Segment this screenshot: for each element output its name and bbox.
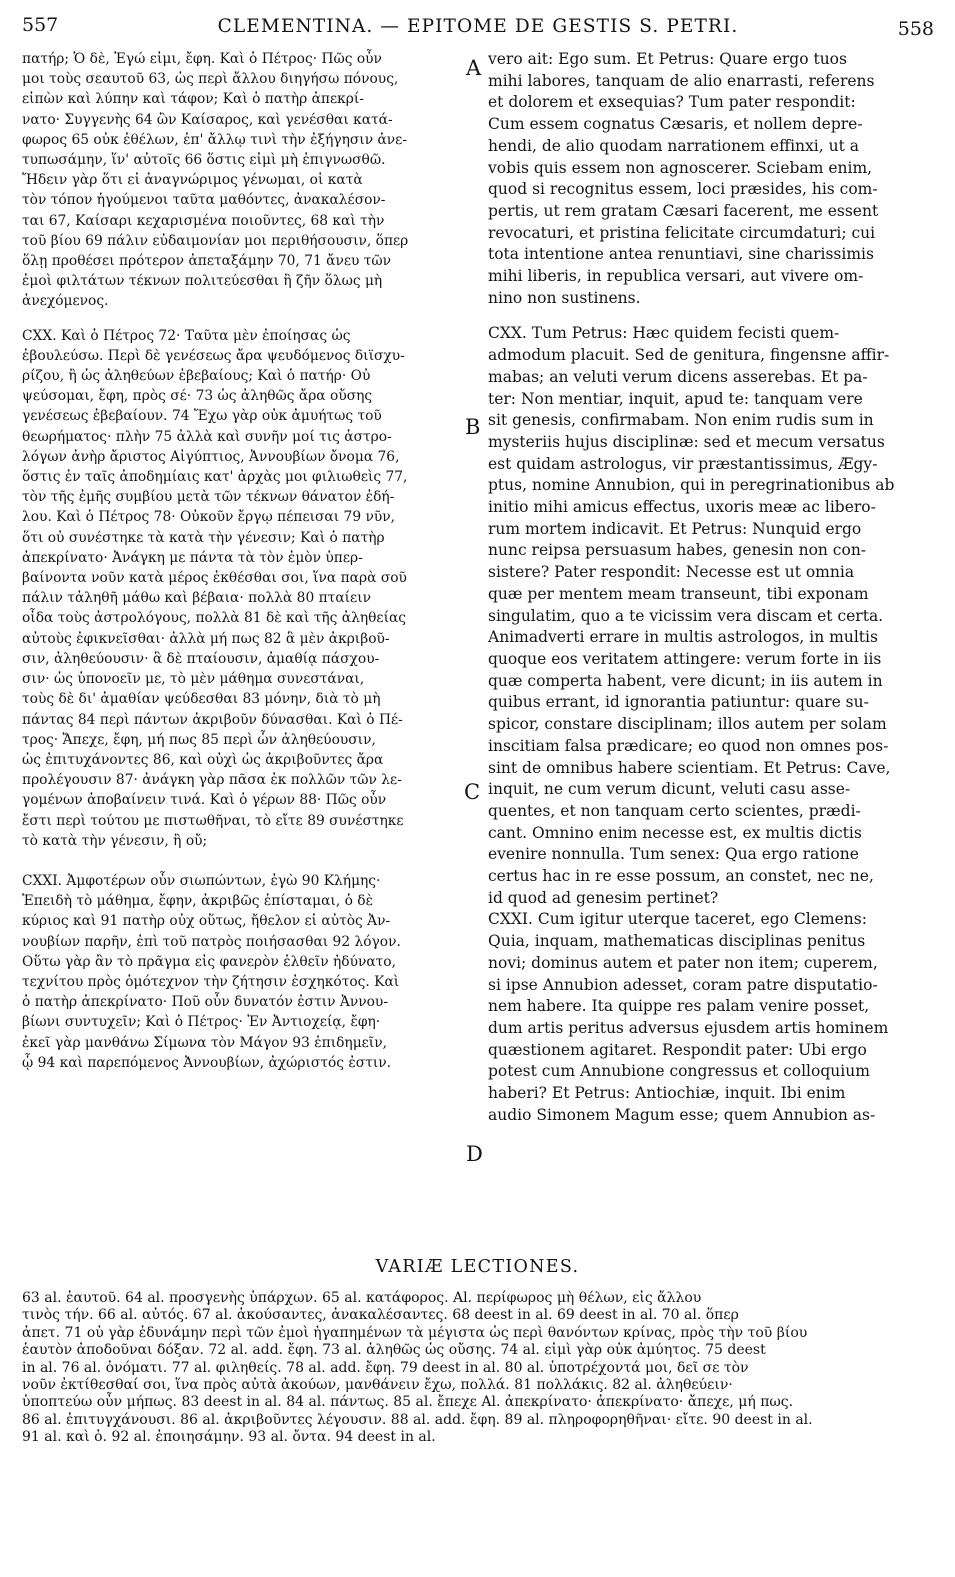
- variae-lectiones-notes: [22, 1290, 934, 1447]
- latin-paragraph-cxxi: CXXI. Cum igitur uterque taceret, ego Clemens: Quia, inquam, mathematicas disciplinas penitus novi; dominus autem et pater non item; cuperem, si ipse Annubion adesset, coram patre disputatio- nem habere. Ita quippe res palam venire posset, dum artis peritus adversus ejusdem artis hominem quæstionem agitaret. Respondit pater: Ubi ergo potest cum Annubione congressus et colloquium haberi? Et Petrus: Antiochiæ, inquit. Ibi enim audio Simonem Magum esse; quem Annubion as-: [488, 910, 889, 1124]
- greek-paragraph-cxx: CXX. Καὶ ὁ Πέτρος 72· Ταῦτα μὲν ἐποίησας ὡς ἐβουλεύσω. Περὶ δὲ γενέσεως ἄρα ψευδόμενος διϊσχυ- ρίζου, ἢ ὡς ἀληθεύων ἐβεβαίους; Καὶ ὁ πατήρ· Οὐ ψεύσομαι, ἔφη, πρὸς σέ· 73 ὡς ἀληθῶς ἄρα οὔσης γενέσεως ἐβεβαίουν. 74 Ἔχω γὰρ οὐκ ἀμυήτως τοῦ θεωρήματος· πλὴν 75 ἀλλὰ καὶ συνῆν μοί τις ἀστρο- λόγων ἀνὴρ ἄριστος Αἰγύπτιος, Ἀννουβίων ὄνομα 76, ὅστις ἐν ταῖς ἀποδημίαις κατ' ἀρχὰς μοι φιλιωθεὶς 77, τὸν τῆς ἐμῆς συμβίου μετὰ τῶν τέκνων θάνατον ἐδή- λου. Καὶ ὁ Πέτρος 78· Οὐκοῦν ἔργῳ πέπεισαι 79 νῦν, ὅτι οὐ συνέστηκε τὰ κατὰ τὴν γένεσιν; Καὶ ὁ πατὴρ ἀπεκρίνατο· Ἀνάγκη με πάντα τὰ τὸν ἐμὸν ὑπερ- βαίνοντα νοῦν κατὰ μέρος ἐκθέσθαι σοι, ἵνα παρὰ σοῦ πάλιν τἀληθῆ μάθω καὶ βέβαια· πολλὰ 80 πταίειν οἶδα τοὺς ἀστρολόγους, πολλὰ 81 δὲ καὶ τῆς ἀληθείας αὐτοὺς ἐφικνεῖσθαι· ἀλλὰ μή πως 82 ἃ μὲν ἀκριβοῦ- σιν, ἀληθεύουσιν· ἃ δὲ πταίουσιν, ἀμαθίᾳ πάσχου- σιν· ὡς ὑπονοεῖν με, τὸ μὲν μάθημα συνεστάναι, τοὺς δὲ δι' ἀμαθίαν ψεύδεσθαι 83 μόνην, διὰ τὸ μὴ πάντας 84 περὶ πάντων ἀκριβοῦν δύνασθαι. Καὶ ὁ Πέ- τρος· Ἄπεχε, ἔφη, μή πως 85 περὶ ὧν ἀληθεύουσιν, ὡς ἐπιτυχάνοντες 86, καὶ οὐχὶ ὡς ἀκριβοῦντες ἄρα προλέγουσιν 87· ἀνάγκη γὰρ πᾶσα ἐκ πολλῶν τῶν λε- γομένων ἀποβαίνειν τινά. Καὶ ὁ γέρων 88· Πῶς οὖν ἔστι περὶ τούτου με πιστωθῆναι, τὸ εἴτε 89 συνέστηκε τὸ κατὰ τὴν γένεσιν, ἢ οὔ;: [22, 327, 408, 849]
- variae-lectiones-title: VARIÆ LECTIONES.: [375, 1257, 580, 1277]
- running-title: CLEMENTINA. — EPITOME DE GESTIS S. PETRI.: [217, 16, 739, 37]
- greek-paragraph-1: πατήρ; Ὁ δὲ, Ἐγώ εἰμι, ἔφη. Καὶ ὁ Πέτρος· Πῶς οὖν μοι τοὺς σεαυτοῦ 63, ὡς περὶ ἄλλου διηγήσω πόνους, εἰπὼν καὶ λύπην καὶ τάφον; Καὶ ὁ πατὴρ ἀπεκρί- νατο· Συγγενὴς 64 ὢν Καίσαρος, καὶ γενέσθαι κατά- φωρος 65 οὐκ ἐθέλων, ἐπ' ἄλλῳ τινὶ τὴν ἐξήγησιν ἀνε- τυπωσάμην, ἵν' αὐτοῖς 66 ὅστις εἰμὶ μὴ ἐπιγνωσθῶ. Ἤδειν γὰρ ὅτι εἰ ἀναγνώριμος γένωμαι, οἱ κατὰ τὸν τόπον ἡγούμενοι ταῦτα μαθόντες, ἀνακαλέσον- ται 67, Καίσαρι κεχαρισμένα ποιοῦντες, 68 καὶ τὴν τοῦ βίου 69 πάλιν εὐδαιμονίαν μοι περιθήσουσιν, ὅπερ ὅλῃ προθέσει πρότερον ἀπεταξάμην 70, 71 ἄνευ τῶν ἐμοὶ φιλτάτων τέκνων πολιτεύεσθαι ἢ ζῆν ὅλως μὴ ἀνεχόμενος.: [22, 51, 409, 310]
- section-marker-b: B: [465, 415, 481, 439]
- section-marker-d: D: [466, 1142, 483, 1166]
- greek-column: [22, 49, 460, 1073]
- paragraph-gap: [22, 851, 460, 871]
- page-number-left: 557: [22, 14, 59, 36]
- latin-column: [488, 49, 934, 1126]
- page-number-right: 558: [897, 18, 934, 40]
- page-header: [22, 12, 934, 42]
- section-marker-c: C: [464, 780, 481, 804]
- paragraph-gap: [488, 309, 934, 323]
- footnotes-text: 63 al. ἑαυτοῦ. 64 al. προσγενὴς ὑπάρχων. 65 al. κατάφορος. Al. περίφωρος μὴ θέλων, εἰς ἄλλου τινὸς τήν. 66 al. αὐτός. 67 al. ἀκούσαντες, ἀνακαλέσαντες. 68 deest in al. 69 deest in al. 70 al. ὅπερ ἀπετ. 71 οὐ γὰρ ἐδυνάμην περὶ τῶν ἐμοὶ ἠγαπημένων τὰ μέγιστα ὡς περὶ θανόντων κρίνας, πρὸς τὴν τοῦ βίου ἑαυτὸν ἀποδοῦναι δόξαν. 72 al. add. ἔφη. 73 al. ἀληθῶς ὡς οὔσης. 74 al. εἰμὶ γὰρ οὐκ ἀμύητος. 75 deest in al. 76 al. ὀνόματι. 77 al. φιληθείς. 78 al. add. ἔφη. 79 deest in al. 80 al. ὑποτρέχοντά μοι, δεῖ σε τὸν νοῦν ἐκτίθεσθαί σοι, ἵνα πρὸς αὐτὰ ἀκούων, μανθάνειν ἔχω, πολλά. 81 πολλάκις. 82 al. ἀληθεύειν· ὑποπτεύω οὖν μήπως. 83 deest in al. 84 al. πάντως. 85 al. ἔπεχε Al. ἀπεκρίνατο· ἀπεκρίνατο· ἄπεχε, μή πως. 86 al. ἐπιτυγχάνουσι. 86 al. ἀκριβοῦντες λέγουσιν. 88 al. add. ἔφη. 89 al. πληροφορηθῆναι· εἴτε. 90 deest in al. 91 al. καὶ ὁ. 92 al. ἐποιησάμην. 93 al. ὄντα. 94 deest in al.: [22, 1290, 813, 1446]
- section-marker-a: A: [466, 56, 482, 80]
- greek-paragraph-cxxi: CXXI. Ἀμφοτέρων οὖν σιωπώντων, ἐγὼ 90 Κλήμης· Ἐπειδὴ τὸ μάθημα, ἔφην, ἀκριβῶς ἐπίσταμαι, ὁ δὲ κύριος καὶ 91 πατὴρ οὐχ οὕτως, ἤθελον εἰ αὐτὸς Ἀν- νουβίων παρῆν, ἐπὶ τοῦ πατρὸς ποιήσασθαι 92 λόγον. Οὕτω γὰρ ἂν τὸ πρᾶγμα εἰς φανερὸν ἐλθεῖν ἠδύνατο, τεχνίτου πρὸς ὁμότεχνον τὴν ζήτησιν ἐσχηκότος. Καὶ ὁ πατὴρ ἀπεκρίνατο· Ποῦ οὖν δυνατόν ἐστιν Ἀννου- βίωνι συντυχεῖν; Καὶ ὁ Πέτρος· Ἐν Ἀντιοχείᾳ, ἔφη· ἐκεῖ γὰρ μανθάνω Σίμωνα τὸν Μάγον 93 ἐπιδημεῖν, ᾧ 94 καὶ παρεπόμενος Ἀννουβίων, ἀχώριστός ἐστιν.: [22, 872, 401, 1071]
- latin-paragraph-cxx: CXX. Tum Petrus: Hæc quidem fecisti quem- admodum placuit. Sed de genitura, fingensne affir- mabas; an veluti verum dicens asserebas. Et pa- ter: Non mentiar, inquit, apud te: tanquam vere sit genesis, confirmabam. Non enim rudis sum in mysteriis hujus disciplinæ: sed et mecum versatus est quidam astrologus, vir præstantissimus, Ægy- ptus, nomine Annubion, qui in peregrinationibus ab initio mihi amicus effectus, uxoris meæ ac libero- rum mortem indicavit. Et Petrus: Nunquid ergo nunc reipsa persuasum habes, genesin non con- sistere? Pater respondit: Necesse est ut omnia quæ per mentem meam transeunt, tibi exponam singulatim, quo a te vicissim vera discam et certa. Animadverti errare in multis astrologos, in multis quoque eos veritatem attingere: verum forte in iis quæ comperta habent, vere dicunt; in iis autem in quibus errant, id ignorantia patiuntur: quare su- spicor, constare disciplinam; illos autem per solam inscitiam falsa prædicare; eo quod non omnes pos- sint de omnibus habere scientiam. Et Petrus: Cave, inquit, ne cum verum dicunt, veluti casu asse- quentes, et non tanquam certo scientes, prædi- cant. Omnino enim necesse est, ex multis dictis evenire nonnulla. Tum senex: Qua ergo ratione certus hac in re esse possum, an constet, nec ne, id quod ad genesim pertinet?: [488, 324, 895, 907]
- paragraph-gap: [22, 312, 460, 326]
- latin-paragraph-1: vero ait: Ego sum. Et Petrus: Quare ergo tuos mihi labores, tanquam de alio enarrasti, referens et dolorem et exsequias? Tum pater respondit: Cum essem cognatus Cæsaris, et nollem depre- hendi, de alio quodam narrationem effinxi, ut a vobis quis essem non agnoscerer. Sciebam enim, quod si recognitus essem, loci præsides, his com- pertis, ut rem gratam Cæsari facerent, me essent revocaturi, et pristina felicitate circumdaturi; cui tota intentione antea renuntiavi, sine charissimis mihi liberis, in republica versari, aut vivere om- nino non sustinens.: [488, 50, 879, 307]
